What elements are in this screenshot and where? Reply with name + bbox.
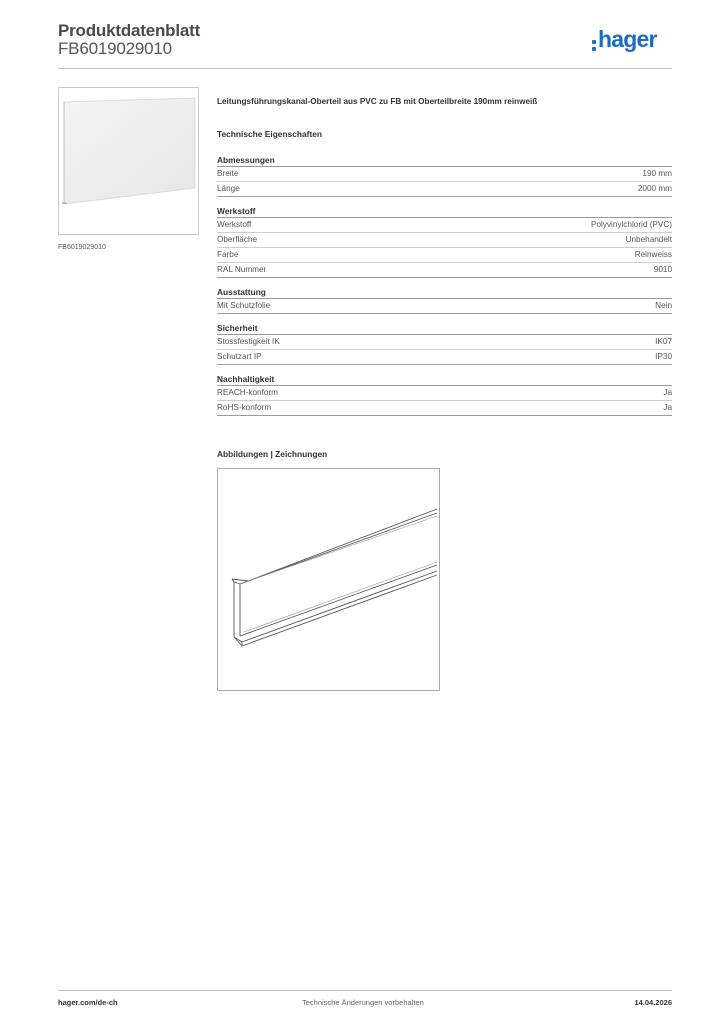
property-row — [217, 263, 672, 278]
logo-text: hager — [598, 26, 657, 52]
property-row — [217, 167, 672, 182]
property-group-sustainability — [217, 373, 672, 416]
property-value: IP30 — [655, 352, 672, 361]
group-title: Nachhaltigkeit — [217, 373, 672, 386]
logo-dots-icon — [592, 40, 596, 51]
article-number: FB6019029010 — [58, 39, 172, 58]
group-title: Werkstoff — [217, 205, 672, 218]
property-label: Werkstoff — [217, 220, 252, 229]
property-value: Ja — [663, 388, 672, 397]
drawings-heading: Abbildungen | Zeichnungen — [217, 449, 328, 459]
property-row — [217, 218, 672, 233]
property-value: 9010 — [653, 265, 672, 274]
header-divider — [58, 68, 672, 69]
property-row — [217, 335, 672, 350]
group-title: Abmessungen — [217, 154, 672, 167]
property-row — [217, 386, 672, 401]
property-value: IK07 — [655, 337, 672, 346]
product-description: Leitungsführungskanal-Oberteil aus PVC zu FB mit Oberteilbreite 190mm reinweiß — [217, 97, 538, 106]
property-value: Nein — [655, 301, 672, 310]
property-label: Oberfläche — [217, 235, 258, 244]
property-row — [217, 248, 672, 263]
property-row — [217, 182, 672, 197]
cover-profile-drawing — [218, 469, 439, 690]
product-thumbnail[interactable] — [58, 87, 199, 235]
property-label: RAL Nummer — [217, 265, 267, 274]
property-label: Stossfestigkeit IK — [217, 337, 280, 346]
thumbnail-caption: FB6019029010 — [58, 244, 106, 251]
property-value: Unbehandelt — [625, 235, 672, 244]
property-label: Breite — [217, 169, 239, 178]
property-label: REACH-konform — [217, 388, 278, 397]
technical-heading: Technische Eigenschaften — [217, 129, 323, 139]
main-content — [217, 97, 672, 424]
property-label: Mit Schutzfolie — [217, 301, 271, 310]
property-row — [217, 350, 672, 365]
property-group-material — [217, 205, 672, 278]
technical-drawing[interactable] — [217, 468, 440, 691]
group-title: Sicherheit — [217, 322, 672, 335]
property-row — [217, 299, 672, 314]
footer-date: 14.04.2026 — [634, 998, 672, 1007]
footer-divider — [58, 990, 672, 991]
page-title: Produktdatenblatt — [58, 21, 201, 40]
property-label: Farbe — [217, 250, 239, 259]
property-row — [217, 233, 672, 248]
property-group-safety — [217, 322, 672, 365]
property-value: Reinweiss — [634, 250, 672, 259]
property-value: Polyvinylchlorid (PVC) — [591, 220, 672, 229]
property-group-dimensions — [217, 154, 672, 197]
property-group-equipment — [217, 286, 672, 314]
property-label: Schutzart IP — [217, 352, 262, 361]
hager-logo[interactable] — [592, 28, 657, 54]
group-title: Ausstattung — [217, 286, 672, 299]
property-label: Länge — [217, 184, 240, 193]
property-row — [217, 401, 672, 416]
property-label: RoHS-konform — [217, 403, 272, 412]
property-value: Ja — [663, 403, 672, 412]
property-value: 2000 mm — [637, 184, 672, 193]
footer-website-link[interactable]: hager.com/de-ch — [58, 998, 118, 1007]
product-thumbnail-image — [59, 88, 198, 234]
footer-notice: Technische Änderungen vorbehalten — [302, 998, 424, 1007]
property-value: 190 mm — [642, 169, 672, 178]
